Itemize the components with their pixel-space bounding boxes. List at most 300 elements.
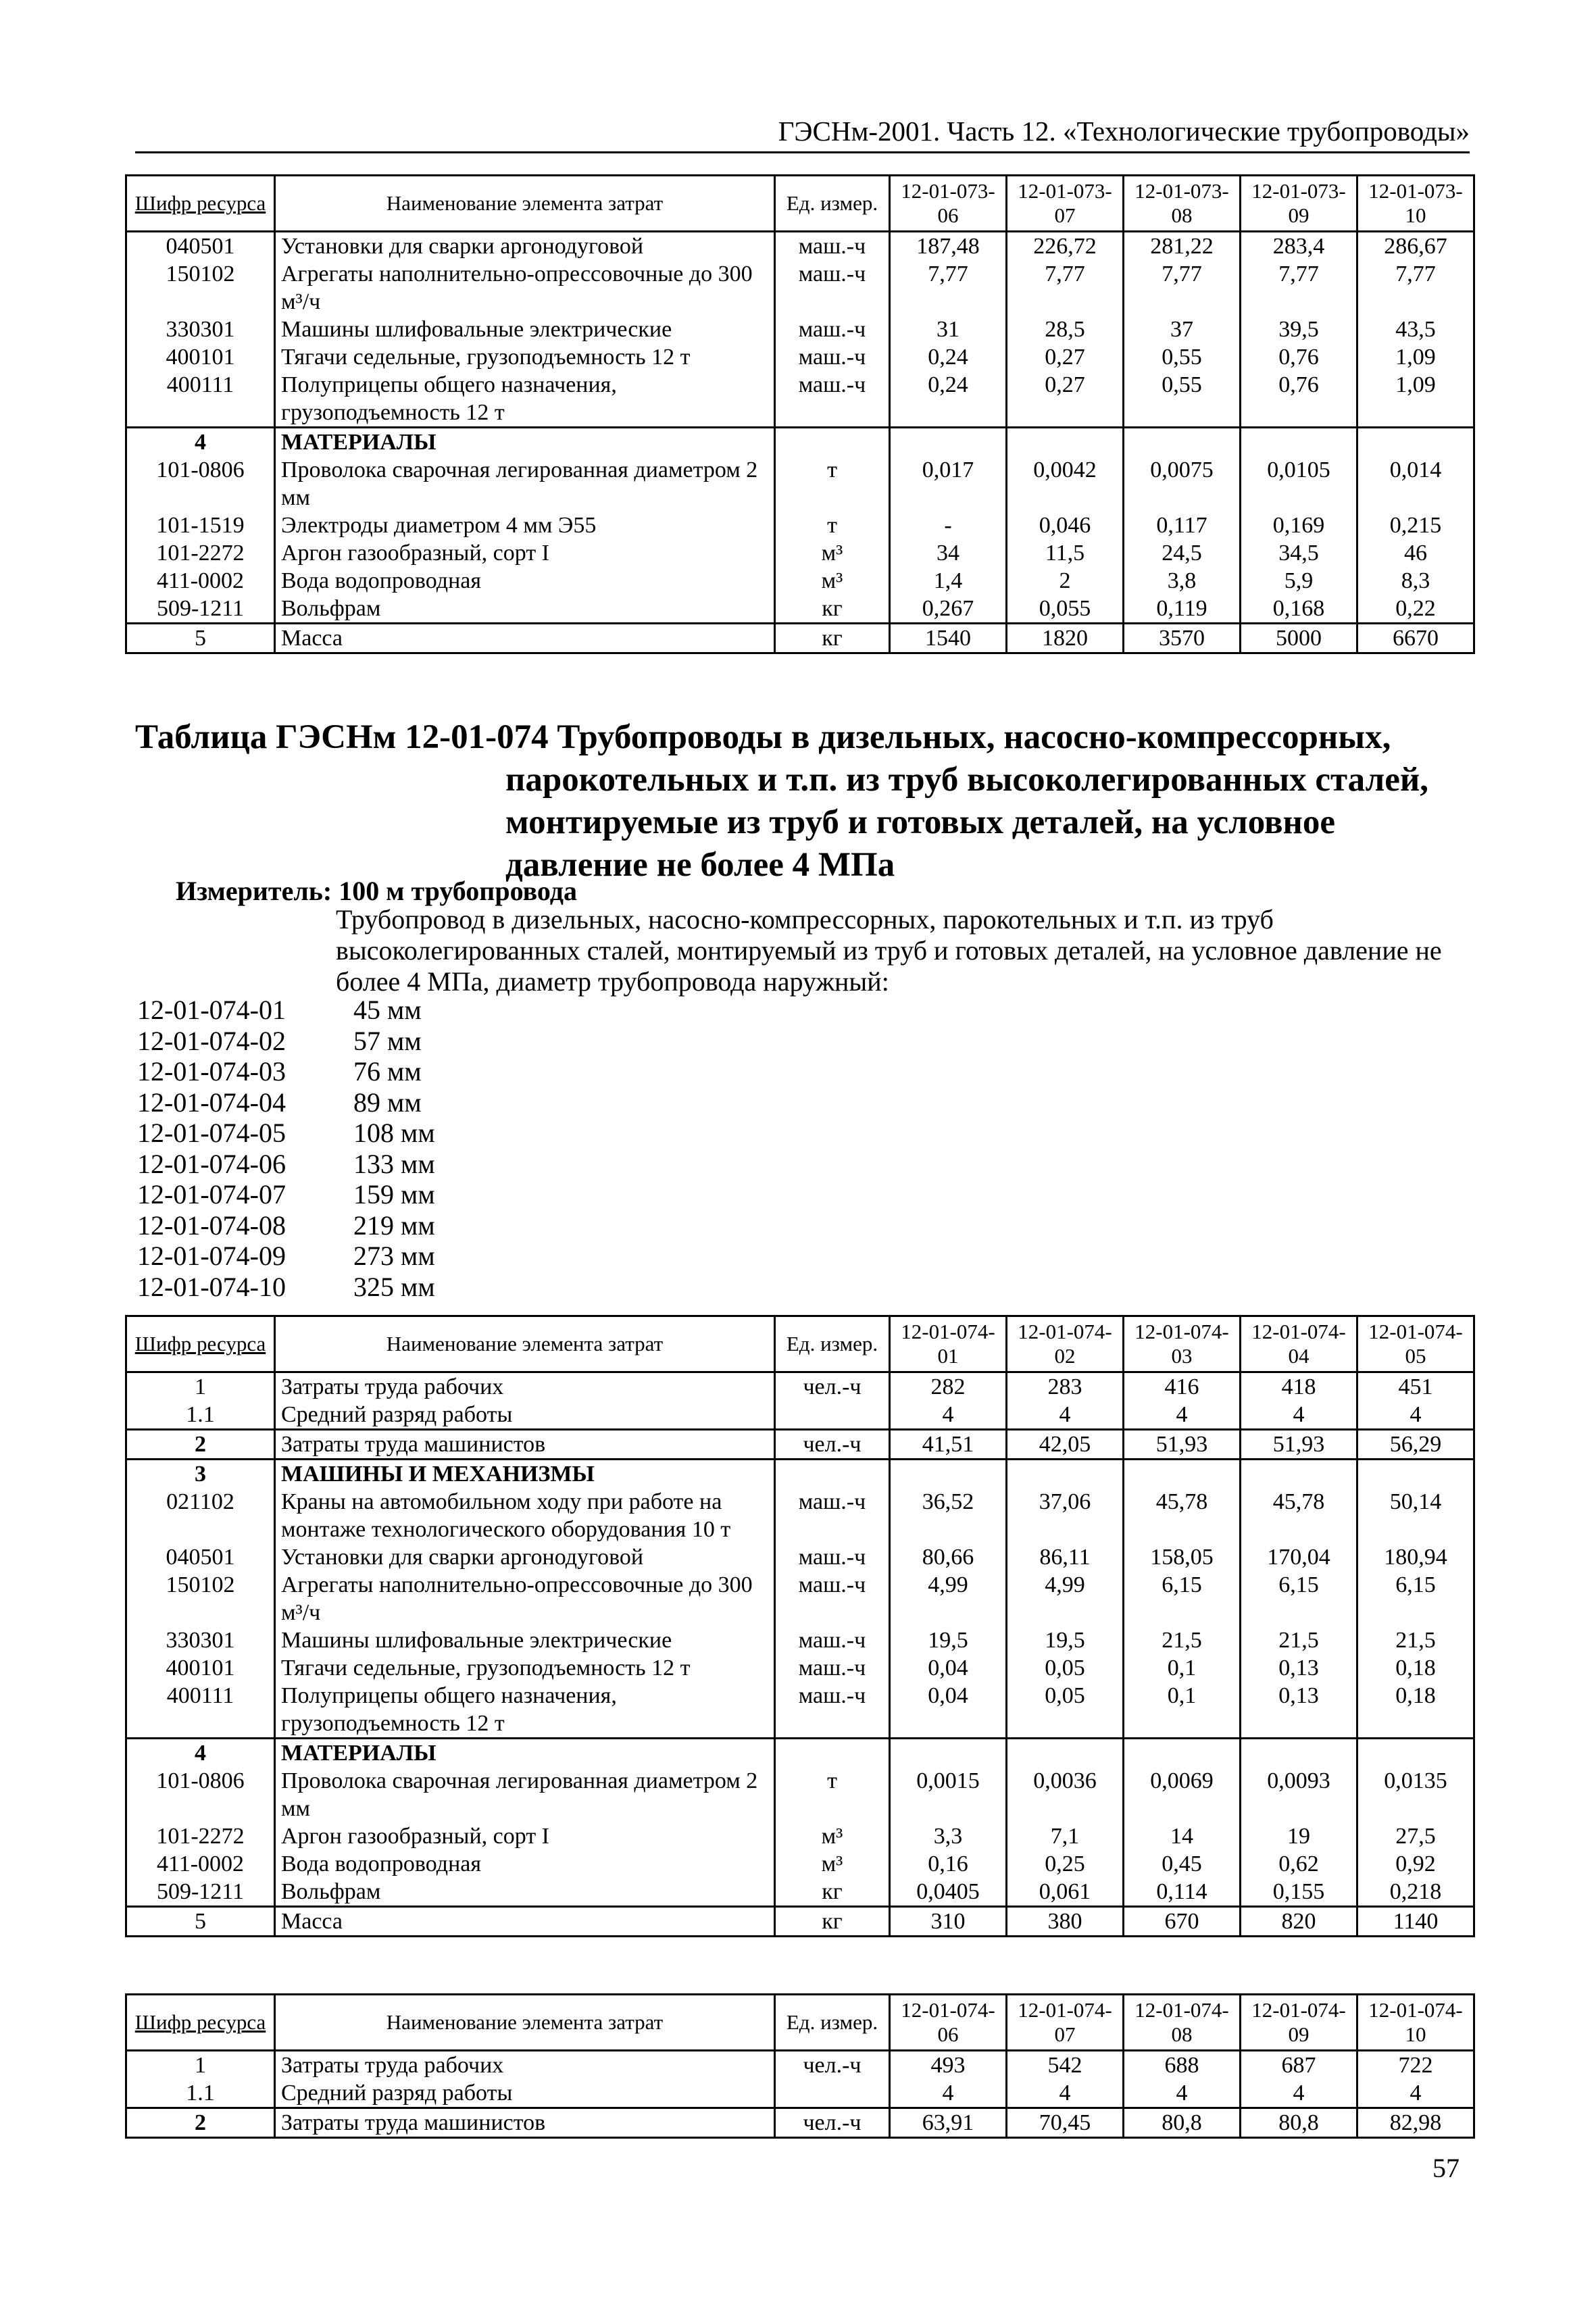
resource-unit: м³ (775, 1850, 890, 1878)
resource-code: 101-2272 (126, 539, 275, 567)
resource-value: 226,72 (1007, 232, 1124, 261)
resource-value: 63,91 (890, 2108, 1007, 2138)
resource-code: 1.1 (126, 2079, 275, 2108)
resource-code: 150102 (126, 1571, 275, 1626)
resource-value: 1,09 (1357, 343, 1474, 371)
resource-name: МАТЕРИАЛЫ (275, 428, 775, 457)
resource-value: 36,52 (890, 1488, 1007, 1543)
resource-value: 4 (1241, 2079, 1357, 2108)
resource-value (1007, 428, 1124, 457)
resource-code: 5 (126, 1907, 275, 1937)
col-value-header: 12-01-073-08 (1124, 176, 1241, 232)
pipe-diameter: 273 мм (353, 1241, 435, 1271)
resource-name: МАШИНЫ И МЕХАНИЗМЫ (275, 1460, 775, 1489)
resource-unit: т (775, 1767, 890, 1822)
table-row (126, 512, 1474, 539)
resource-code: 3 (126, 1460, 275, 1489)
resource-table-073 (125, 174, 1475, 654)
resource-value: 0,014 (1357, 456, 1474, 512)
resource-value: 19,5 (1007, 1626, 1124, 1654)
resource-value: 80,66 (890, 1543, 1007, 1571)
resource-value: 0,76 (1241, 371, 1357, 428)
resource-value: 11,5 (1007, 539, 1124, 567)
table-header-row (126, 1995, 1474, 2051)
resource-unit: чел.-ч (775, 1372, 890, 1401)
resource-unit: маш.-ч (775, 1488, 890, 1543)
resource-value: 0,0069 (1124, 1767, 1241, 1822)
resource-name: Вода водопроводная (275, 1850, 775, 1878)
resource-code: 2 (126, 2108, 275, 2138)
resource-unit: кг (775, 624, 890, 653)
resource-code: 2 (126, 1430, 275, 1460)
table-row (126, 1460, 1474, 1489)
resource-value: 0,13 (1241, 1682, 1357, 1739)
resource-value: 0,0036 (1007, 1767, 1124, 1822)
col-name-header: Наименование элемента затрат (275, 176, 775, 232)
resource-value (890, 1460, 1007, 1489)
resource-unit (775, 1460, 890, 1489)
resource-value: 542 (1007, 2051, 1124, 2080)
table-title (135, 716, 1480, 887)
resource-value: 283,4 (1241, 232, 1357, 261)
table-row (126, 1626, 1474, 1654)
col-value-header: 12-01-074-03 (1124, 1316, 1241, 1372)
resource-name: МАТЕРИАЛЫ (275, 1739, 775, 1768)
table-row (126, 624, 1474, 653)
resource-value: 0,114 (1124, 1878, 1241, 1907)
table-row (126, 2079, 1474, 2108)
table-row (126, 2108, 1474, 2138)
table-row (126, 1878, 1474, 1907)
resource-unit: кг (775, 1878, 890, 1907)
resource-value: 0,117 (1124, 512, 1241, 539)
resource-value: 4 (1124, 1401, 1241, 1430)
resource-value (1357, 428, 1474, 457)
resource-code: 411-0002 (126, 1850, 275, 1878)
norm-code: 12-01-074-04 (137, 1087, 286, 1118)
resource-value: 0,169 (1241, 512, 1357, 539)
resource-value: 45,78 (1124, 1488, 1241, 1543)
col-code-header: Шифр ресурса (134, 191, 266, 215)
resource-table-074-a (125, 1315, 1475, 1937)
table-row (126, 1430, 1474, 1460)
resource-name: Вода водопроводная (275, 567, 775, 595)
table-row (126, 1682, 1474, 1739)
resource-value: 0,155 (1241, 1878, 1357, 1907)
resource-value: 688 (1124, 2051, 1241, 2080)
resource-value (1007, 1739, 1124, 1768)
resource-value (890, 428, 1007, 457)
resource-value: 43,5 (1357, 316, 1474, 343)
resource-value: 6,15 (1357, 1571, 1474, 1626)
resource-value: 0,267 (890, 595, 1007, 624)
resource-value: 0,0042 (1007, 456, 1124, 512)
resource-unit (775, 2079, 890, 2108)
code-list-item (137, 1241, 435, 1272)
resource-name: Тягачи седельные, грузоподъемность 12 т (275, 1654, 775, 1682)
resource-value: 493 (890, 2051, 1007, 2080)
resource-value (890, 1739, 1007, 1768)
resource-value: - (890, 512, 1007, 539)
resource-value: 4 (1357, 2079, 1474, 2108)
resource-value: 50,14 (1357, 1488, 1474, 1543)
resource-value: 158,05 (1124, 1543, 1241, 1571)
resource-unit: маш.-ч (775, 343, 890, 371)
resource-name: Вольфрам (275, 595, 775, 624)
resource-value: 86,11 (1007, 1543, 1124, 1571)
resource-unit: маш.-ч (775, 1682, 890, 1739)
resource-unit: маш.-ч (775, 1626, 890, 1654)
table-row (126, 1372, 1474, 1401)
resource-value: 31 (890, 316, 1007, 343)
col-value-header: 12-01-074-08 (1124, 1995, 1241, 2051)
resource-value: 1820 (1007, 624, 1124, 653)
pipe-diameter: 159 мм (353, 1179, 435, 1210)
norm-code: 12-01-074-08 (137, 1210, 286, 1241)
resource-value: 37,06 (1007, 1488, 1124, 1543)
resource-unit: маш.-ч (775, 316, 890, 343)
resource-value: 0,168 (1241, 595, 1357, 624)
resource-unit: маш.-ч (775, 1571, 890, 1626)
table-row (126, 371, 1474, 428)
resource-value: 418 (1241, 1372, 1357, 1401)
resource-name: Тягачи седельные, грузоподъемность 12 т (275, 343, 775, 371)
table-row (126, 1571, 1474, 1626)
table-row (126, 1543, 1474, 1571)
resource-code: 040501 (126, 232, 275, 261)
pipe-diameter: 108 мм (353, 1118, 435, 1148)
pipe-diameter: 89 мм (353, 1087, 422, 1118)
resource-value: 0,18 (1357, 1682, 1474, 1739)
resource-value: 4 (890, 1401, 1007, 1430)
col-value-header: 12-01-074-10 (1357, 1995, 1474, 2051)
resource-name: Затраты труда рабочих (275, 2051, 775, 2080)
table-header-row (126, 1316, 1474, 1372)
resource-value: 19 (1241, 1822, 1357, 1850)
table-row (126, 456, 1474, 512)
resource-value: 670 (1124, 1907, 1241, 1937)
resource-value: 180,94 (1357, 1543, 1474, 1571)
resource-code: 400101 (126, 343, 275, 371)
resource-unit: маш.-ч (775, 1543, 890, 1571)
resource-value: 281,22 (1124, 232, 1241, 261)
resource-name: Агрегаты наполнительно-опрессовочные до 300 м³/ч (275, 260, 775, 316)
col-code-header: Шифр ресурса (134, 1332, 266, 1355)
code-list-item (137, 995, 435, 1026)
table-row (126, 428, 1474, 457)
resource-value (1007, 1460, 1124, 1489)
resource-code: 4 (126, 428, 275, 457)
resource-name: Средний разряд работы (275, 1401, 775, 1430)
resource-value: 21,5 (1124, 1626, 1241, 1654)
resource-name: Проволока сварочная легированная диаметром 2 мм (275, 1767, 775, 1822)
resource-value: 0,0405 (890, 1878, 1007, 1907)
table-row (126, 2051, 1474, 2080)
resource-value: 3,3 (890, 1822, 1007, 1850)
resource-name: Аргон газообразный, сорт I (275, 539, 775, 567)
resource-code: 330301 (126, 1626, 275, 1654)
resource-name: Электроды диаметром 4 мм Э55 (275, 512, 775, 539)
norm-code: 12-01-074-10 (137, 1271, 286, 1302)
resource-name: Затраты труда машинистов (275, 1430, 775, 1460)
resource-value: 82,98 (1357, 2108, 1474, 2138)
resource-value: 39,5 (1241, 316, 1357, 343)
resource-value: 0,218 (1357, 1878, 1474, 1907)
resource-value: 0,13 (1241, 1654, 1357, 1682)
resource-value: 0,1 (1124, 1654, 1241, 1682)
norm-code: 12-01-074-05 (137, 1118, 286, 1148)
resource-value: 3570 (1124, 624, 1241, 653)
resource-value: 820 (1241, 1907, 1357, 1937)
resource-value: 310 (890, 1907, 1007, 1937)
resource-value: 0,055 (1007, 595, 1124, 624)
resource-code: 400111 (126, 371, 275, 428)
resource-value: 0,55 (1124, 343, 1241, 371)
resource-value (1124, 428, 1241, 457)
resource-name: Машины шлифовальные электрические (275, 316, 775, 343)
resource-value: 380 (1007, 1907, 1124, 1937)
resource-value: 8,3 (1357, 567, 1474, 595)
resource-value: 0,0075 (1124, 456, 1241, 512)
resource-value: 37 (1124, 316, 1241, 343)
resource-value: 4 (1357, 1401, 1474, 1430)
resource-value: 4 (1007, 2079, 1124, 2108)
resource-code: 400111 (126, 1682, 275, 1739)
resource-value: 4,99 (890, 1571, 1007, 1626)
col-name-header: Наименование элемента затрат (275, 1995, 775, 2051)
resource-unit: т (775, 456, 890, 512)
resource-code: 509-1211 (126, 1878, 275, 1907)
resource-code: 150102 (126, 260, 275, 316)
resource-name: Затраты труда машинистов (275, 2108, 775, 2138)
resource-value: 7,77 (1124, 260, 1241, 316)
pipe-diameter: 57 мм (353, 1025, 422, 1056)
code-list-item (137, 1087, 435, 1118)
resource-value: 0,27 (1007, 371, 1124, 428)
resource-name: Полуприцепы общего назначения, грузоподъемность 12 т (275, 1682, 775, 1739)
col-value-header: 12-01-074-07 (1007, 1995, 1124, 2051)
table-header-row (126, 176, 1474, 232)
code-list (137, 995, 435, 1302)
resource-name: Средний разряд работы (275, 2079, 775, 2108)
resource-code: 040501 (126, 1543, 275, 1571)
resource-unit: чел.-ч (775, 2051, 890, 2080)
col-value-header: 12-01-073-07 (1007, 176, 1124, 232)
pipe-diameter: 219 мм (353, 1210, 435, 1241)
code-list-item (137, 1272, 435, 1303)
resource-value (1357, 1460, 1474, 1489)
resource-unit: маш.-ч (775, 371, 890, 428)
resource-value: 170,04 (1241, 1543, 1357, 1571)
resource-name: Проволока сварочная легированная диаметром 2 мм (275, 456, 775, 512)
resource-code: 021102 (126, 1488, 275, 1543)
pipe-diameter: 76 мм (353, 1056, 422, 1087)
resource-value: 28,5 (1007, 316, 1124, 343)
code-list-item (137, 1118, 435, 1149)
table-row (126, 260, 1474, 316)
resource-value: 21,5 (1357, 1626, 1474, 1654)
resource-value (1124, 1739, 1241, 1768)
resource-value: 0,16 (890, 1850, 1007, 1878)
resource-value: 0,05 (1007, 1682, 1124, 1739)
resource-code: 101-0806 (126, 1767, 275, 1822)
col-value-header: 12-01-073-10 (1357, 176, 1474, 232)
resource-value: 24,5 (1124, 539, 1241, 567)
table-row (126, 343, 1474, 371)
resource-table-074-b (125, 1993, 1475, 2139)
table-row (126, 1654, 1474, 1682)
resource-value: 0,18 (1357, 1654, 1474, 1682)
resource-code: 400101 (126, 1654, 275, 1682)
resource-value: 6,15 (1124, 1571, 1241, 1626)
resource-value: 187,48 (890, 232, 1007, 261)
resource-code: 101-0806 (126, 456, 275, 512)
resource-value: 282 (890, 1372, 1007, 1401)
resource-unit (775, 1739, 890, 1768)
table-row (126, 1822, 1474, 1850)
resource-unit: кг (775, 1907, 890, 1937)
resource-code: 101-1519 (126, 512, 275, 539)
page-number: 57 (1432, 2153, 1460, 2183)
col-unit-header: Ед. измер. (775, 1316, 890, 1372)
col-value-header: 12-01-074-09 (1241, 1995, 1357, 2051)
norm-code: 12-01-074-09 (137, 1241, 286, 1271)
resource-value: 1,09 (1357, 371, 1474, 428)
resource-code: 1 (126, 1372, 275, 1401)
col-value-header: 12-01-074-02 (1007, 1316, 1124, 1372)
resource-code: 330301 (126, 316, 275, 343)
table-title-line: давление не более 4 МПа (505, 846, 895, 884)
resource-name: Аргон газообразный, сорт I (275, 1822, 775, 1850)
resource-code: 1.1 (126, 1401, 275, 1430)
resource-value: 7,1 (1007, 1822, 1124, 1850)
norm-code: 12-01-074-02 (137, 1025, 286, 1056)
resource-value (1357, 1739, 1474, 1768)
norm-code: 12-01-074-03 (137, 1056, 286, 1087)
resource-value: 0,04 (890, 1682, 1007, 1739)
resource-value: 0,92 (1357, 1850, 1474, 1878)
resource-value: 0,215 (1357, 512, 1474, 539)
resource-name: Затраты труда рабочих (275, 1372, 775, 1401)
resource-value (1124, 1460, 1241, 1489)
resource-value: 0,22 (1357, 595, 1474, 624)
table-title-line: Таблица ГЭСНм 12-01-074 Трубопроводы в дизельных, насосно-компрессорных, (135, 718, 1391, 756)
resource-value: 4 (890, 2079, 1007, 2108)
code-list-item (137, 1149, 435, 1180)
resource-value: 286,67 (1357, 232, 1474, 261)
resource-value: 42,05 (1007, 1430, 1124, 1460)
resource-unit: т (775, 512, 890, 539)
resource-value: 0,05 (1007, 1654, 1124, 1682)
resource-value (1241, 1739, 1357, 1768)
resource-value: 4,99 (1007, 1571, 1124, 1626)
resource-value: 7,77 (1241, 260, 1357, 316)
resource-name: Масса (275, 1907, 775, 1937)
resource-value: 0,76 (1241, 343, 1357, 371)
resource-unit: маш.-ч (775, 1654, 890, 1682)
table-row (126, 316, 1474, 343)
resource-value: 5000 (1241, 624, 1357, 653)
resource-unit (775, 428, 890, 457)
resource-value: 3,8 (1124, 567, 1241, 595)
resource-value: 1140 (1357, 1907, 1474, 1937)
table-row (126, 595, 1474, 624)
resource-unit: м³ (775, 539, 890, 567)
resource-value: 4 (1007, 1401, 1124, 1430)
resource-value: 80,8 (1124, 2108, 1241, 2138)
pipe-diameter: 133 мм (353, 1148, 435, 1179)
resource-value: 1,4 (890, 567, 1007, 595)
resource-value: 41,51 (890, 1430, 1007, 1460)
resource-value: 0,24 (890, 343, 1007, 371)
resource-name: Агрегаты наполнительно-опрессовочные до 300 м³/ч (275, 1571, 775, 1626)
resource-value: 19,5 (890, 1626, 1007, 1654)
resource-value: 6670 (1357, 624, 1474, 653)
col-unit-header: Ед. измер. (775, 1995, 890, 2051)
resource-value: 0,119 (1124, 595, 1241, 624)
norm-code: 12-01-074-06 (137, 1148, 286, 1179)
col-code-header: Шифр ресурса (134, 2010, 266, 2034)
resource-value: 0,24 (890, 371, 1007, 428)
resource-unit: маш.-ч (775, 232, 890, 261)
resource-code: 509-1211 (126, 595, 275, 624)
resource-name: Полуприцепы общего назначения, грузоподъемность 12 т (275, 371, 775, 428)
resource-name: Вольфрам (275, 1878, 775, 1907)
resource-value: 0,04 (890, 1654, 1007, 1682)
resource-value: 0,25 (1007, 1850, 1124, 1878)
resource-unit: м³ (775, 567, 890, 595)
code-list-item (137, 1056, 435, 1087)
resource-value: 0,62 (1241, 1850, 1357, 1878)
resource-name: Установки для сварки аргонодуговой (275, 1543, 775, 1571)
table-row (126, 1850, 1474, 1878)
running-header: ГЭСНм-2001. Часть 12. «Технологические трубопроводы» (135, 115, 1470, 153)
resource-value: 80,8 (1241, 2108, 1357, 2138)
resource-value: 0,046 (1007, 512, 1124, 539)
resource-name: Установки для сварки аргонодуговой (275, 232, 775, 261)
col-name-header: Наименование элемента затрат (275, 1316, 775, 1372)
resource-value (1241, 428, 1357, 457)
norm-code: 12-01-074-01 (137, 995, 286, 1025)
resource-value: 51,93 (1241, 1430, 1357, 1460)
table-row (126, 1907, 1474, 1937)
resource-name: Краны на автомобильном ходу при работе на монтаже технологического оборудования 10 т (275, 1488, 775, 1543)
resource-value: 416 (1124, 1372, 1241, 1401)
resource-value: 34,5 (1241, 539, 1357, 567)
col-unit-header: Ед. измер. (775, 176, 890, 232)
resource-value (1241, 1460, 1357, 1489)
resource-value: 46 (1357, 539, 1474, 567)
resource-value: 0,0093 (1241, 1767, 1357, 1822)
table-row (126, 232, 1474, 261)
col-value-header: 12-01-074-06 (890, 1995, 1007, 2051)
resource-value: 0,27 (1007, 343, 1124, 371)
table-title-line: парокотельных и т.п. из труб высоколегированных сталей, (505, 761, 1429, 799)
norm-code: 12-01-074-07 (137, 1179, 286, 1210)
resource-value: 283 (1007, 1372, 1124, 1401)
resource-unit: чел.-ч (775, 2108, 890, 2138)
resource-unit: чел.-ч (775, 1430, 890, 1460)
resource-value: 722 (1357, 2051, 1474, 2080)
col-value-header: 12-01-074-01 (890, 1316, 1007, 1372)
resource-value: 0,55 (1124, 371, 1241, 428)
resource-name: Масса (275, 624, 775, 653)
resource-code: 5 (126, 624, 275, 653)
resource-name: Машины шлифовальные электрические (275, 1626, 775, 1654)
col-value-header: 12-01-073-06 (890, 176, 1007, 232)
resource-value: 0,0135 (1357, 1767, 1474, 1822)
resource-value: 0,1 (1124, 1682, 1241, 1739)
